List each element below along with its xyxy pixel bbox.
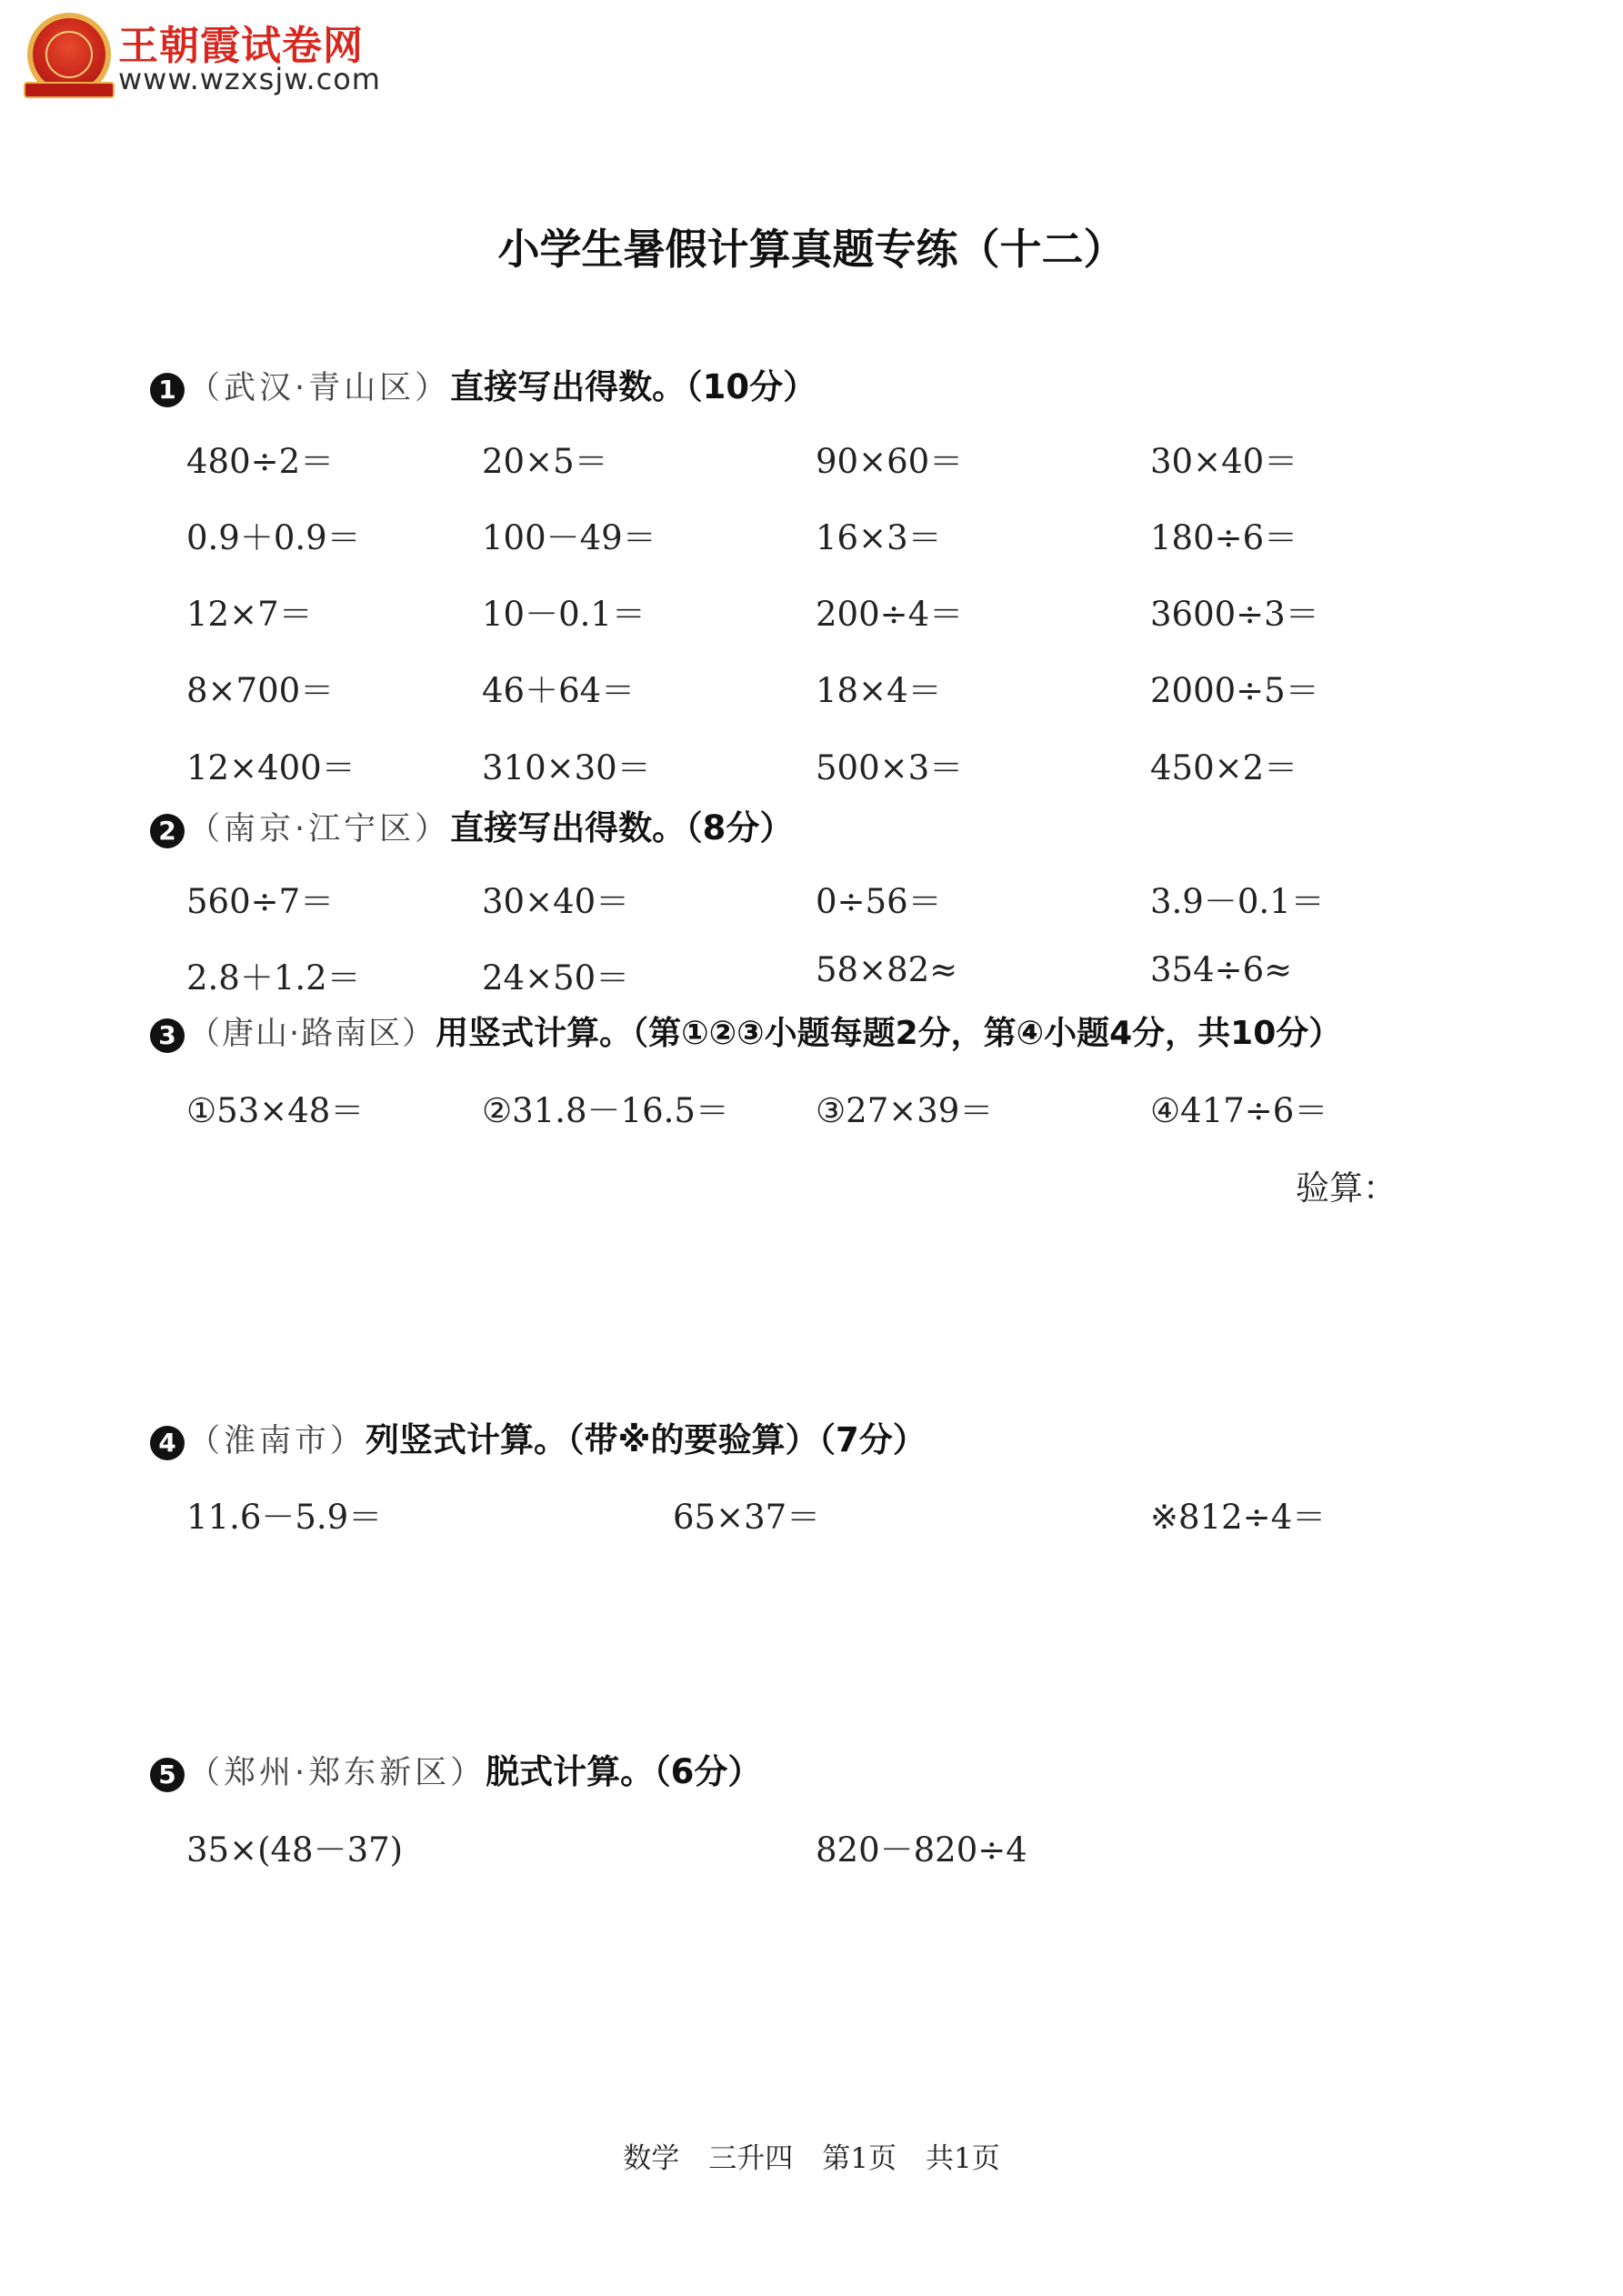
- section-number-badge: 2: [150, 814, 185, 848]
- footer-page: 第1页: [822, 2142, 897, 2175]
- vertical-calc-item: ④417÷6＝: [1150, 1091, 1328, 1130]
- problem: 8×700＝: [186, 671, 335, 710]
- problem: 20×5＝: [482, 442, 608, 481]
- section-5-heading: [150, 1744, 761, 1793]
- problem: 10－0.1＝: [482, 595, 646, 634]
- section-source: （郑州·郑东新区）: [188, 1755, 486, 1791]
- section-instruction: 直接写出得数。（8分）: [450, 808, 794, 847]
- problem: 16×3＝: [816, 518, 942, 557]
- page-footer: [0, 2135, 1623, 2176]
- problem: 30×40＝: [1150, 442, 1298, 481]
- section-number-badge: 4: [150, 1426, 185, 1460]
- problem: 2.8＋1.2＝: [186, 958, 361, 998]
- vertical-calc-item: 65×37＝: [673, 1498, 821, 1537]
- section-instruction: 脱式计算。（6分）: [486, 1752, 762, 1791]
- problem: 480÷2＝: [186, 442, 335, 481]
- problem: 500×3＝: [816, 748, 964, 787]
- step-calc-item: 35×(48－37): [186, 1830, 404, 1870]
- problem: 450×2＝: [1150, 748, 1298, 787]
- section-3-heading: [150, 1008, 1341, 1054]
- seal-inner-ring: [45, 31, 93, 78]
- problem: 18×4＝: [816, 671, 942, 710]
- problem: 58×82≈: [816, 950, 958, 989]
- section-number-badge: 5: [150, 1758, 185, 1792]
- vertical-calc-item: ③27×39＝: [816, 1091, 994, 1130]
- section-source: （武汉·青山区）: [188, 370, 451, 406]
- seal-ribbon: [24, 82, 115, 98]
- footer-subject: 数学: [623, 2142, 680, 2175]
- page-title: 小学生暑假计算真题专练（十二）: [497, 225, 1126, 274]
- problem: 354÷6≈: [1150, 950, 1293, 989]
- problem: 0.9＋0.9＝: [186, 518, 361, 557]
- step-calc-item: 820－820÷4: [816, 1830, 1027, 1870]
- problem: 2000÷5＝: [1150, 671, 1319, 710]
- problem: 180÷6＝: [1150, 518, 1298, 557]
- footer-grade: 三升四: [708, 2142, 794, 2175]
- section-source: （南京·江宁区）: [188, 811, 451, 847]
- section-instruction: 列竖式计算。（带※的要验算）（7分）: [366, 1420, 927, 1459]
- problem: 200÷4＝: [816, 595, 964, 634]
- section-1-heading: [150, 359, 817, 408]
- vertical-calc-item: ①53×48＝: [186, 1091, 365, 1130]
- brand-url: www.wzxsjw.com: [118, 62, 381, 96]
- problem: 100－49＝: [482, 518, 656, 557]
- problem: 3600÷3＝: [1150, 595, 1319, 634]
- section-number-badge: 3: [150, 1018, 185, 1053]
- problem: 560÷7＝: [186, 882, 335, 921]
- problem: 24×50＝: [482, 958, 630, 998]
- section-source: （唐山·路南区）: [188, 1016, 436, 1052]
- section-4-heading: [150, 1412, 927, 1461]
- problem: 310×30＝: [482, 748, 651, 787]
- section-instruction: 用竖式计算。（第①②③小题每题2分，第④小题4分，共10分）: [436, 1015, 1342, 1052]
- check-label: 验算：: [1296, 1168, 1397, 1208]
- section-number-badge: 1: [150, 373, 185, 407]
- brand-seal-logo: [27, 13, 111, 96]
- problem: 30×40＝: [482, 882, 630, 921]
- section-instruction: 直接写出得数。（10分）: [450, 367, 817, 406]
- section-2-heading: [150, 800, 793, 849]
- problem: 12×7＝: [186, 595, 313, 634]
- problem: 3.9－0.1＝: [1150, 882, 1325, 921]
- vertical-calc-item: ※812÷4＝: [1150, 1498, 1327, 1537]
- problem: 46＋64＝: [482, 671, 636, 710]
- problem: 0÷56＝: [816, 882, 942, 921]
- vertical-calc-item: 11.6－5.9＝: [186, 1498, 383, 1537]
- footer-total: 共1页: [926, 2142, 1000, 2175]
- problem: 90×60＝: [816, 442, 964, 481]
- vertical-calc-item: ②31.8－16.5＝: [482, 1091, 729, 1130]
- section-source: （淮南市）: [188, 1423, 366, 1459]
- problem: 12×400＝: [186, 748, 356, 787]
- brand-name: 王朝霞试卷网: [118, 23, 364, 69]
